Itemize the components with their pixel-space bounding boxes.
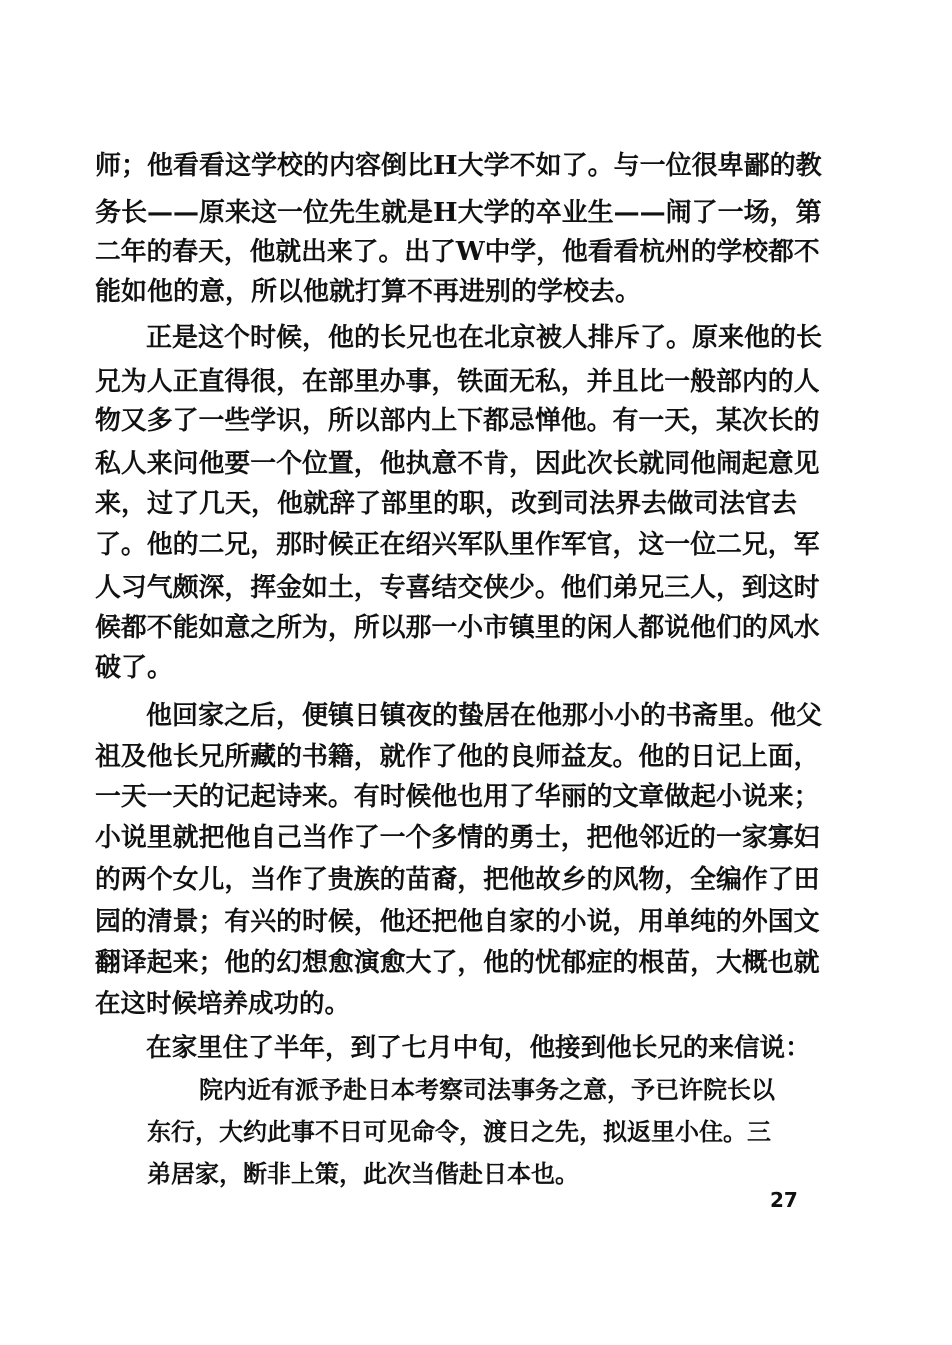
text-line: 人习气颇深，挥金如土，专喜结交侠少。他们弟兄三人，到这时	[95, 573, 820, 603]
text-line: 他回家之后，便镇日镇夜的蛰居在他那小小的书斋里。他父	[146, 701, 823, 731]
text-line: 二年的春天，他就出来了。出了W中学，他看看杭州的学校都不	[95, 237, 820, 267]
page-number: 27	[770, 1188, 798, 1212]
text-line: 翻译起来；他的幻想愈演愈大了，他的忧郁症的根苗，大概也就	[95, 948, 820, 978]
text-line: 物又多了一些学识，所以部内上下都忌惮他。有一天，某次长的	[95, 406, 820, 436]
letter-line: 东行，大约此事不日可见命令，渡日之先，拟返里小住。三	[147, 1117, 771, 1146]
text-line: 破了。	[95, 653, 174, 683]
text-line: 来，过了几天，他就辞了部里的职，改到司法界去做司法官去	[95, 489, 798, 519]
text-line: 的两个女儿，当作了贵族的苗裔，把他故乡的风物，全编作了田	[95, 865, 820, 895]
letter-line: 弟居家，断非上策，此次当偕赴日本也。	[147, 1159, 579, 1188]
text-line: 务长——原来这一位先生就是H大学的卒业生——闹了一场，第	[95, 198, 822, 228]
text-line: 一天一天的记起诗来。有时候他也用了华丽的文章做起小说来；	[95, 782, 820, 812]
text-line: 能如他的意，所以他就打算不再进别的学校去。	[95, 277, 642, 307]
text-line: 园的清景；有兴的时候，他还把他自家的小说，用单纯的外国文	[95, 907, 820, 937]
text-line: 小说里就把他自己当作了一个多情的勇士，把他邻近的一家寡妇	[95, 823, 820, 853]
text-line: 在家里住了半年，到了七月中旬，他接到他长兄的来信说：	[146, 1033, 811, 1063]
text-line: 私人来问他要一个位置，他执意不肯，因此次长就同他闹起意见	[95, 449, 820, 479]
text-line: 了。他的二兄，那时候正在绍兴军队里作军官，这一位二兄，军	[95, 530, 820, 560]
text-line: 师；他看看这学校的内容倒比H大学不如了。与一位很卑鄙的教	[95, 151, 822, 181]
text-line: 祖及他长兄所藏的书籍，就作了他的良师益友。他的日记上面，	[95, 742, 820, 772]
text-line: 正是这个时候，他的长兄也在北京被人排斥了。原来他的长	[146, 323, 823, 353]
text-line: 兄为人正直得很，在部里办事，铁面无私，并且比一般部内的人	[95, 367, 820, 397]
text-line: 候都不能如意之所为，所以那一小市镇里的闲人都说他们的风水	[95, 613, 820, 643]
text-line: 在这时候培养成功的。	[95, 989, 351, 1019]
letter-line: 院内近有派予赴日本考察司法事务之意，予已许院长以	[199, 1075, 775, 1104]
